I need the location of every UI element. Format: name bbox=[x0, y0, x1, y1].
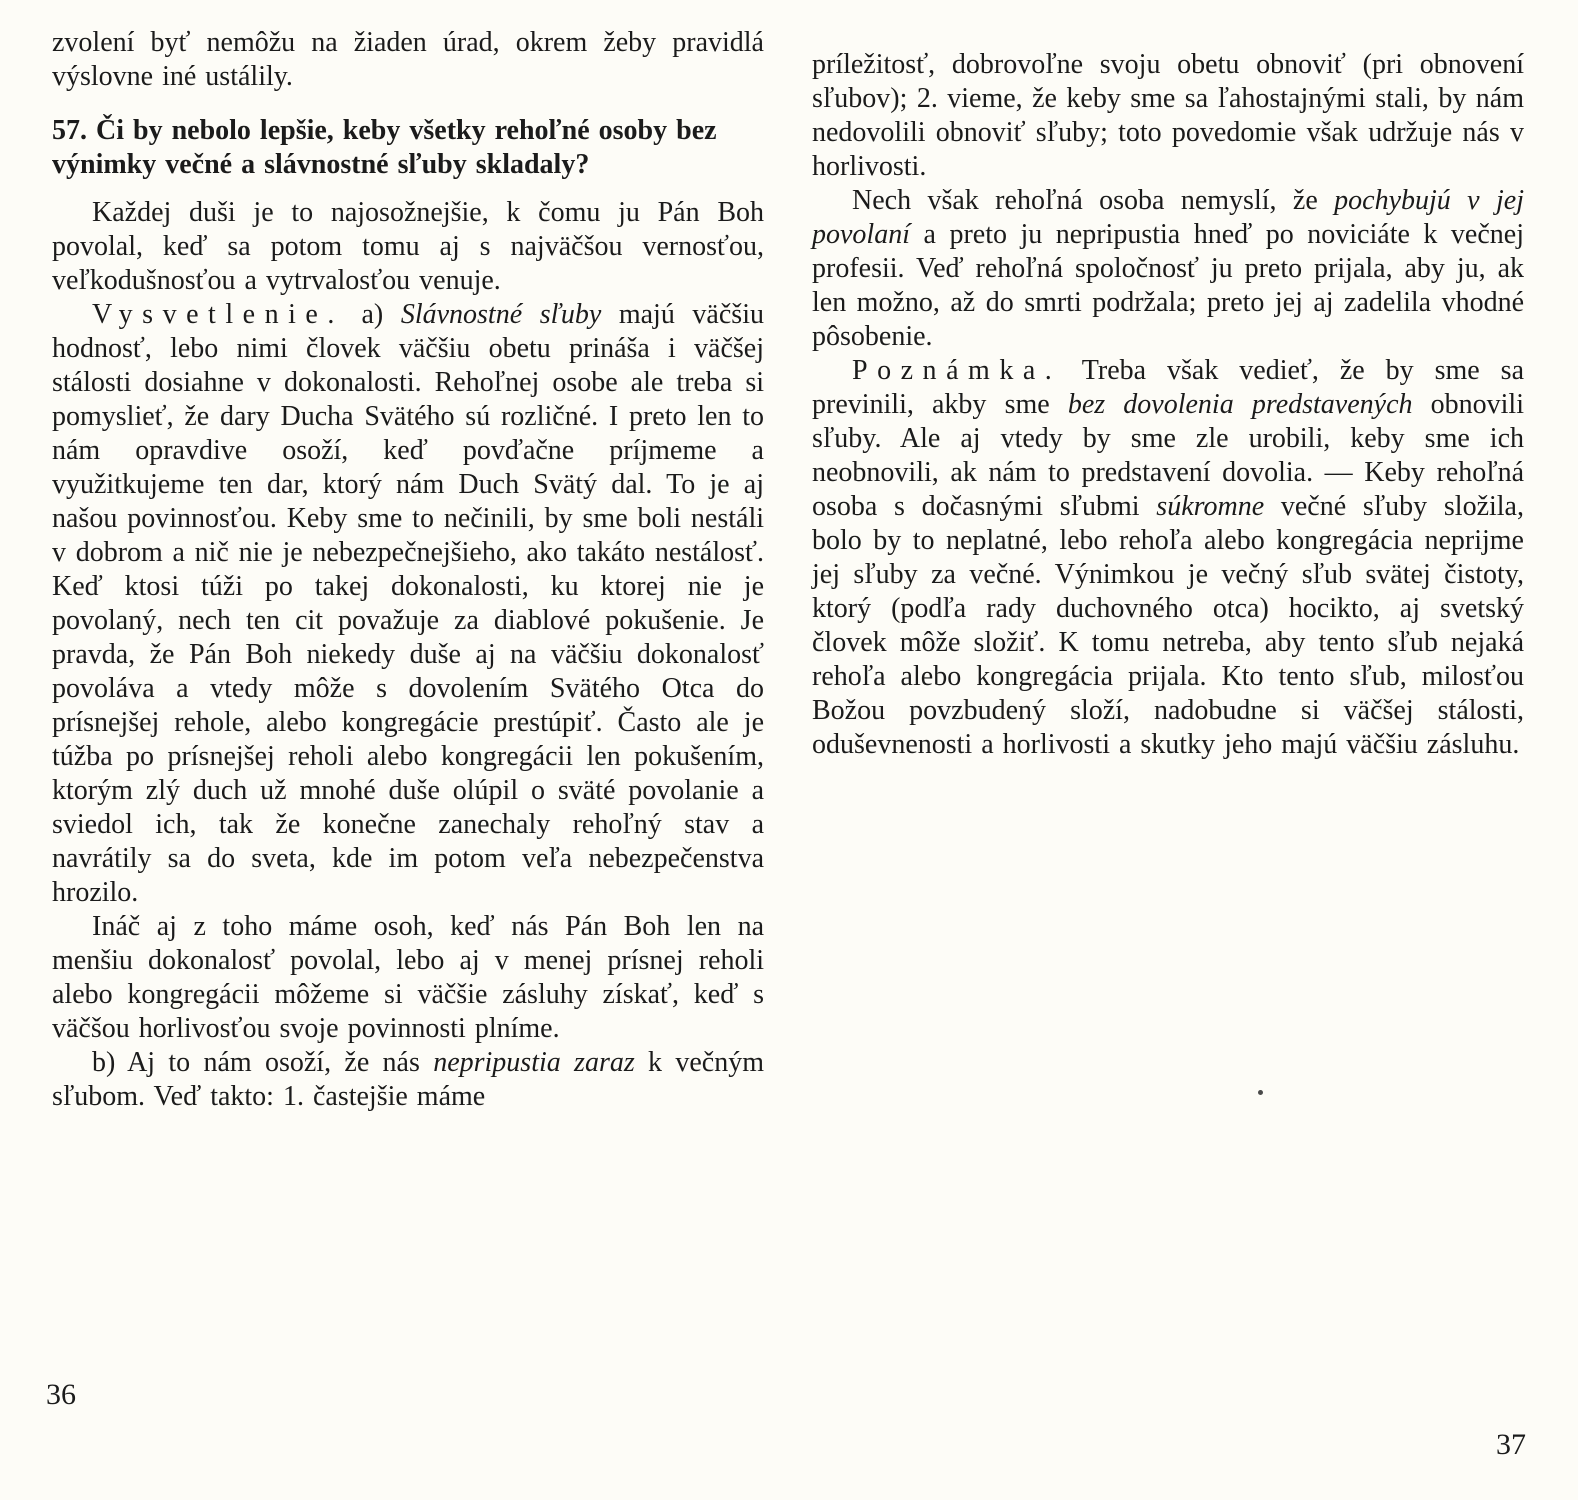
text-run: Vysvetlenie. bbox=[92, 299, 344, 330]
text-run: 57. Či by nebolo lepšie, keby všetky rehoľné osoby bez výnimky večné a slávnostné sľuby skladaly? bbox=[52, 115, 717, 180]
text-run: Treba však vedieť, že by sme sa previnili, akby sme bbox=[812, 355, 1524, 420]
scan-speck bbox=[1258, 1090, 1263, 1095]
italic-text-run: súkromne bbox=[1156, 491, 1265, 522]
text-run: zvolení byť nemôžu na žiaden úrad, okrem žeby pravidlá výslovne iné ustálily. bbox=[52, 27, 764, 92]
italic-text-run: bez dovolenia predstavených bbox=[1067, 389, 1413, 420]
paragraph-continuation bbox=[812, 48, 1524, 184]
paragraph-poznamka bbox=[812, 354, 1524, 762]
italic-text-run: nepripustia zaraz bbox=[433, 1047, 635, 1078]
section-heading-57 bbox=[52, 114, 764, 182]
text-run: Ináč aj z toho máme osoh, keď nás Pán Boh len na menšiu dokonalosť povolal, lebo aj v menej prísnej reholi alebo kongregácii môžeme si väčšie zásluhy získať, keď s väčšou horlivosťou svoje povinnosti plníme. bbox=[52, 911, 764, 1044]
text-run: a) bbox=[343, 299, 401, 330]
text-run: Poznámka. bbox=[852, 355, 1062, 386]
page-number-right: 37 bbox=[1496, 1428, 1526, 1461]
paragraph-vysvetlenie bbox=[52, 298, 764, 910]
page-number-left: 36 bbox=[46, 1378, 76, 1411]
text-run: a preto ju nepripustia hneď po noviciáte k večnej profesii. Veď rehoľná spoločnosť ju preto prijala, aby ju, ak len možno, až do smrti podržala; preto jej aj zadelila vhodné pôsobenie. bbox=[812, 219, 1524, 352]
text-run: Nech však rehoľná osoba nemyslí, že bbox=[852, 185, 1335, 216]
paragraph bbox=[52, 910, 764, 1046]
paragraph-continuation bbox=[52, 26, 764, 94]
left-page-column bbox=[52, 26, 764, 1114]
text-run: majú väčšiu hodnosť, lebo nimi človek väčšiu obetu prináša i väčšej stálosti dosiahne v dokonalosti. Rehoľnej osobe ale treba si pomyslieť, že dary Ducha Svätého sú rozličné. I preto len to nám opravdive osoží, keď povďačne príjmeme a využitkujeme ten dar, ktorý nám Duch Svätý dal. To je aj našou povinnosťou. Keby sme to nečinili, by sme boli nestáli v dobrom a nič nie je nebezpečnejšieho, ako takáto nestálosť. Keď ktosi túži po takej dokonalosti, ku ktorej nie je povolaný, nech ten cit považuje za diablové pokušenie. Je pravda, že Pán Boh niekedy duše aj na väčšiu dokonalosť povoláva a vtedy môže s dovolením Svätého Otca do prísnejšej rehole, alebo kongregácie prestúpiť. Často ale je túžba po prísnejšej reholi alebo kongregácii len pokušením, ktorým zlý duch už mnohé duše olúpil o sväté povolanie a sviedol ich, tak že konečne zanechaly rehoľný stav a navrátily sa do sveta, kde im potom veľa nebezpečenstva hrozilo. bbox=[52, 299, 764, 908]
text-run: Každej duši je to najosožnejšie, k čomu ju Pán Boh povolal, keď sa potom tomu aj s najväčšou vernosťou, veľkodušnosťou a vytrvalosťou venuje. bbox=[52, 197, 764, 296]
paragraph bbox=[52, 196, 764, 298]
italic-text-run: Slávnostné sľuby bbox=[400, 299, 602, 330]
text-run: večné sľuby složila, bolo by to neplatné, lebo rehoľa alebo kongregácia neprijme jej sľuby za večné. Výnimkou je večný sľub svätej čistoty, ktorý (podľa rady duchovného otca) hocikto, aj svetský človek môže složiť. K tomu netreba, aby tento sľub nejaká rehoľa alebo kongregácia prijala. Kto tento sľub, milosťou Božou povzbudený složí, nadobudne si väčšej stálosti, oduševnenosti a horlivosti a skutky jeho majú väčšiu zásluhu. bbox=[812, 491, 1524, 760]
italic-text-run: pochybujú v jej povolaní bbox=[812, 185, 1524, 250]
paragraph-b bbox=[52, 1046, 764, 1114]
text-run: b) Aj to nám osoží, že nás bbox=[92, 1047, 434, 1078]
right-page-column bbox=[812, 26, 1524, 1114]
text-run: k večným sľubom. Veď takto: 1. častejšie máme bbox=[52, 1047, 764, 1112]
text-run: obnovili sľuby. Ale aj vtedy by sme zle urobili, keby sme ich neobnovili, ak nám to predstavení dovolia. — Keby rehoľná osoba s dočasnými sľubmi bbox=[812, 389, 1524, 522]
paragraph bbox=[812, 184, 1524, 354]
text-run: príležitosť, dobrovoľne svoju obetu obnoviť (pri obnovení sľubov); 2. vieme, že keby sme sa ľahostajnými stali, by nám nedovolili obnoviť sľuby; toto povedomie však udržuje nás v horlivosti. bbox=[812, 49, 1524, 182]
